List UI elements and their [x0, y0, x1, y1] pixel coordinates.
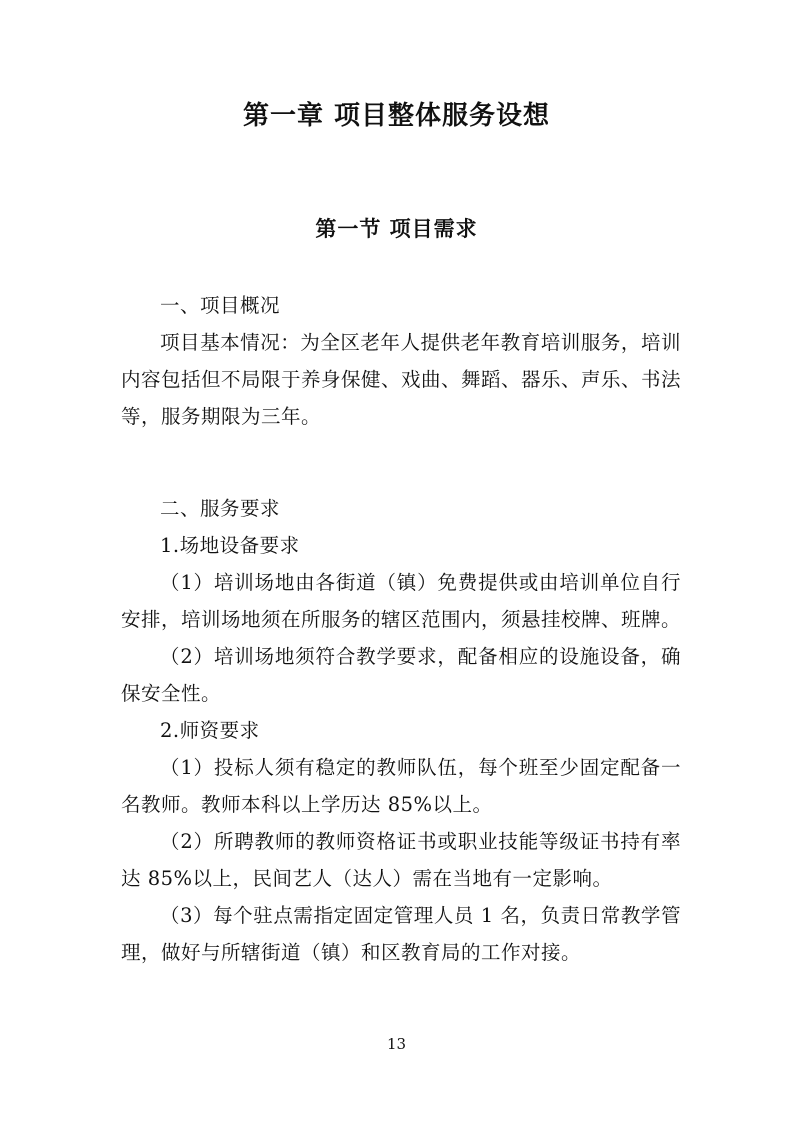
venue-equipment-heading: 1.场地设备要求	[160, 534, 300, 557]
venue-requirement-item: （2）培训场地须符合教学要求，配备相应的设施设备，确保安全性。	[121, 645, 681, 705]
teacher-requirements-heading: 2.师资要求	[160, 719, 260, 742]
project-overview-paragraph: 项目基本情况：为全区老年人提供老年教育培训服务，培训内容包括但不局限于养身保健、戏曲、舞蹈、器乐、声乐、书法等，服务期限为三年。	[121, 331, 682, 428]
project-overview-heading: 一、项目概况	[160, 294, 281, 317]
teacher-requirement-item: （3）每个驻点需指定固定管理人员 1 名，负责日常教学管理，做好与所辖街道（镇）和区教育局的工作对接。	[121, 904, 681, 964]
section-title: 第一节 项目需求	[315, 217, 478, 241]
venue-requirement-item: （1）培训场地由各街道（镇）免费提供或由培训单位自行安排，培训场地须在所服务的辖区范围内，须悬挂校牌、班牌。	[121, 571, 682, 631]
service-requirements-block	[121, 490, 681, 971]
chapter-title: 第一章 项目整体服务设想	[242, 101, 551, 131]
page-number: 13	[386, 1035, 407, 1053]
teacher-requirement-item: （1）投标人须有稳定的教师队伍，每个班至少固定配备一名教师。教师本科以上学历达 85%以上。	[121, 756, 681, 816]
project-overview-block	[121, 287, 681, 435]
teacher-requirement-item: （2）所聘教师的教师资格证书或职业技能等级证书持有率达 85%以上，民间艺人（达人）需在当地有一定影响。	[121, 830, 681, 890]
service-requirements-heading: 二、服务要求	[160, 497, 281, 520]
